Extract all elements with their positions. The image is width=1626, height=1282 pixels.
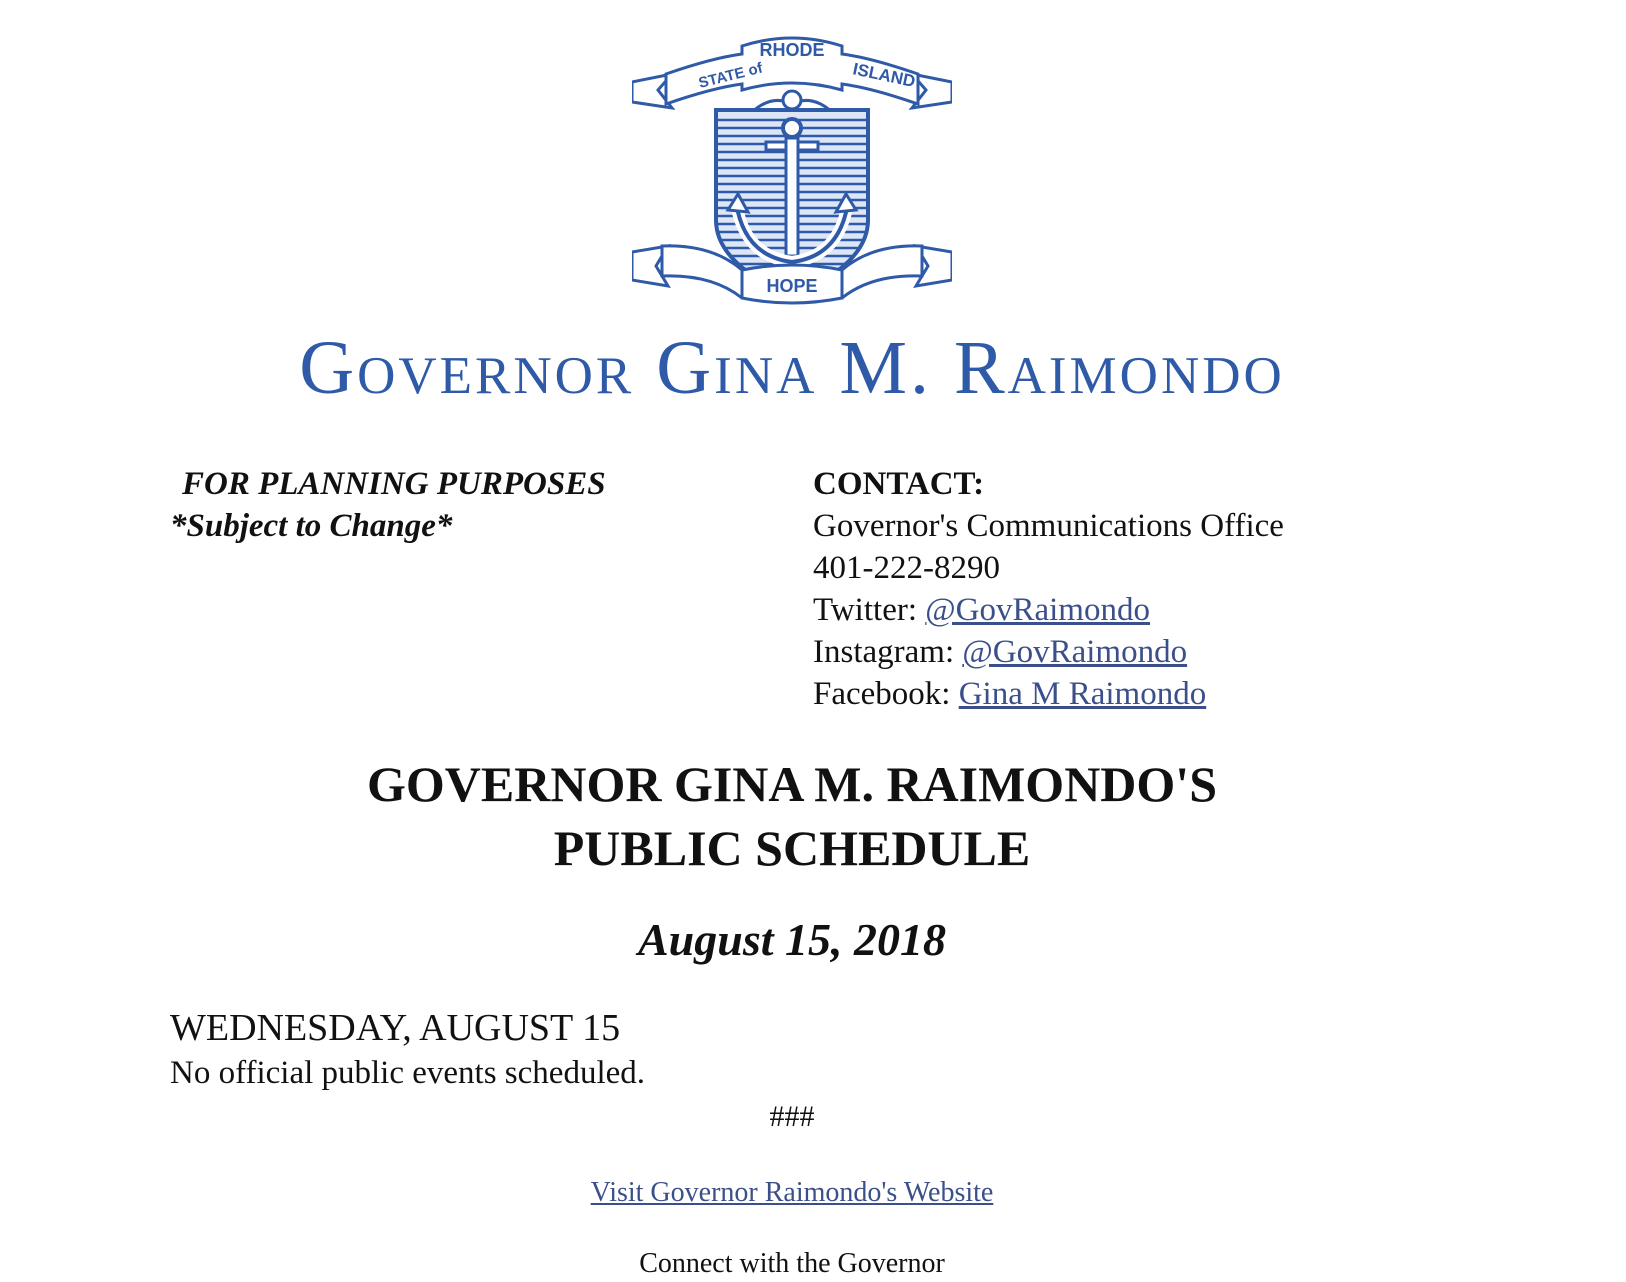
seal-text-hope: HOPE <box>766 276 818 296</box>
website-link[interactable]: Visit Governor Raimondo's Website <box>590 1177 994 1208</box>
instagram-link[interactable]: @GovRaimondo <box>962 634 1188 670</box>
contact-heading: CONTACT: <box>813 466 985 502</box>
instagram-label: Instagram: <box>813 634 955 670</box>
schedule-title-line1: GOVERNOR GINA M. RAIMONDO'S <box>366 756 1218 812</box>
website-row <box>0 1175 1584 1211</box>
masthead-title: Governor Gina M. Raimondo <box>299 326 1285 410</box>
planning-purposes-label: FOR PLANNING PURPOSES <box>182 466 606 502</box>
schedule-day-heading: WEDNESDAY, AUGUST 15 <box>170 1007 621 1049</box>
subject-to-change-label: *Subject to Change* <box>170 508 453 544</box>
contact-block <box>813 463 1284 715</box>
twitter-link[interactable]: @GovRaimondo <box>925 592 1150 628</box>
contact-twitter <box>813 589 1284 631</box>
contact-office: Governor's Communications Office <box>813 508 1284 544</box>
facebook-label: Facebook: <box>813 676 951 712</box>
rhode-island-seal-logo <box>632 24 952 324</box>
schedule-date: August 15, 2018 <box>637 914 947 965</box>
end-separator: ### <box>769 1100 815 1133</box>
contact-phone: 401-222-8290 <box>813 550 1000 586</box>
schedule-title <box>0 752 1584 880</box>
twitter-label: Twitter: <box>813 592 917 628</box>
contact-instagram <box>813 631 1284 673</box>
planning-notice <box>170 463 606 547</box>
schedule-title-line2: PUBLIC SCHEDULE <box>553 820 1031 876</box>
connect-heading: Connect with the Governor <box>639 1248 945 1279</box>
facebook-link[interactable]: Gina M Raimondo <box>958 676 1207 712</box>
seal-text-island: ISLAND <box>851 59 918 92</box>
seal-text-state-of: STATE of <box>696 59 765 92</box>
seal-text-rhode: RHODE <box>759 40 825 60</box>
schedule-events-text: No official public events scheduled. <box>170 1055 646 1091</box>
contact-facebook <box>813 673 1284 715</box>
